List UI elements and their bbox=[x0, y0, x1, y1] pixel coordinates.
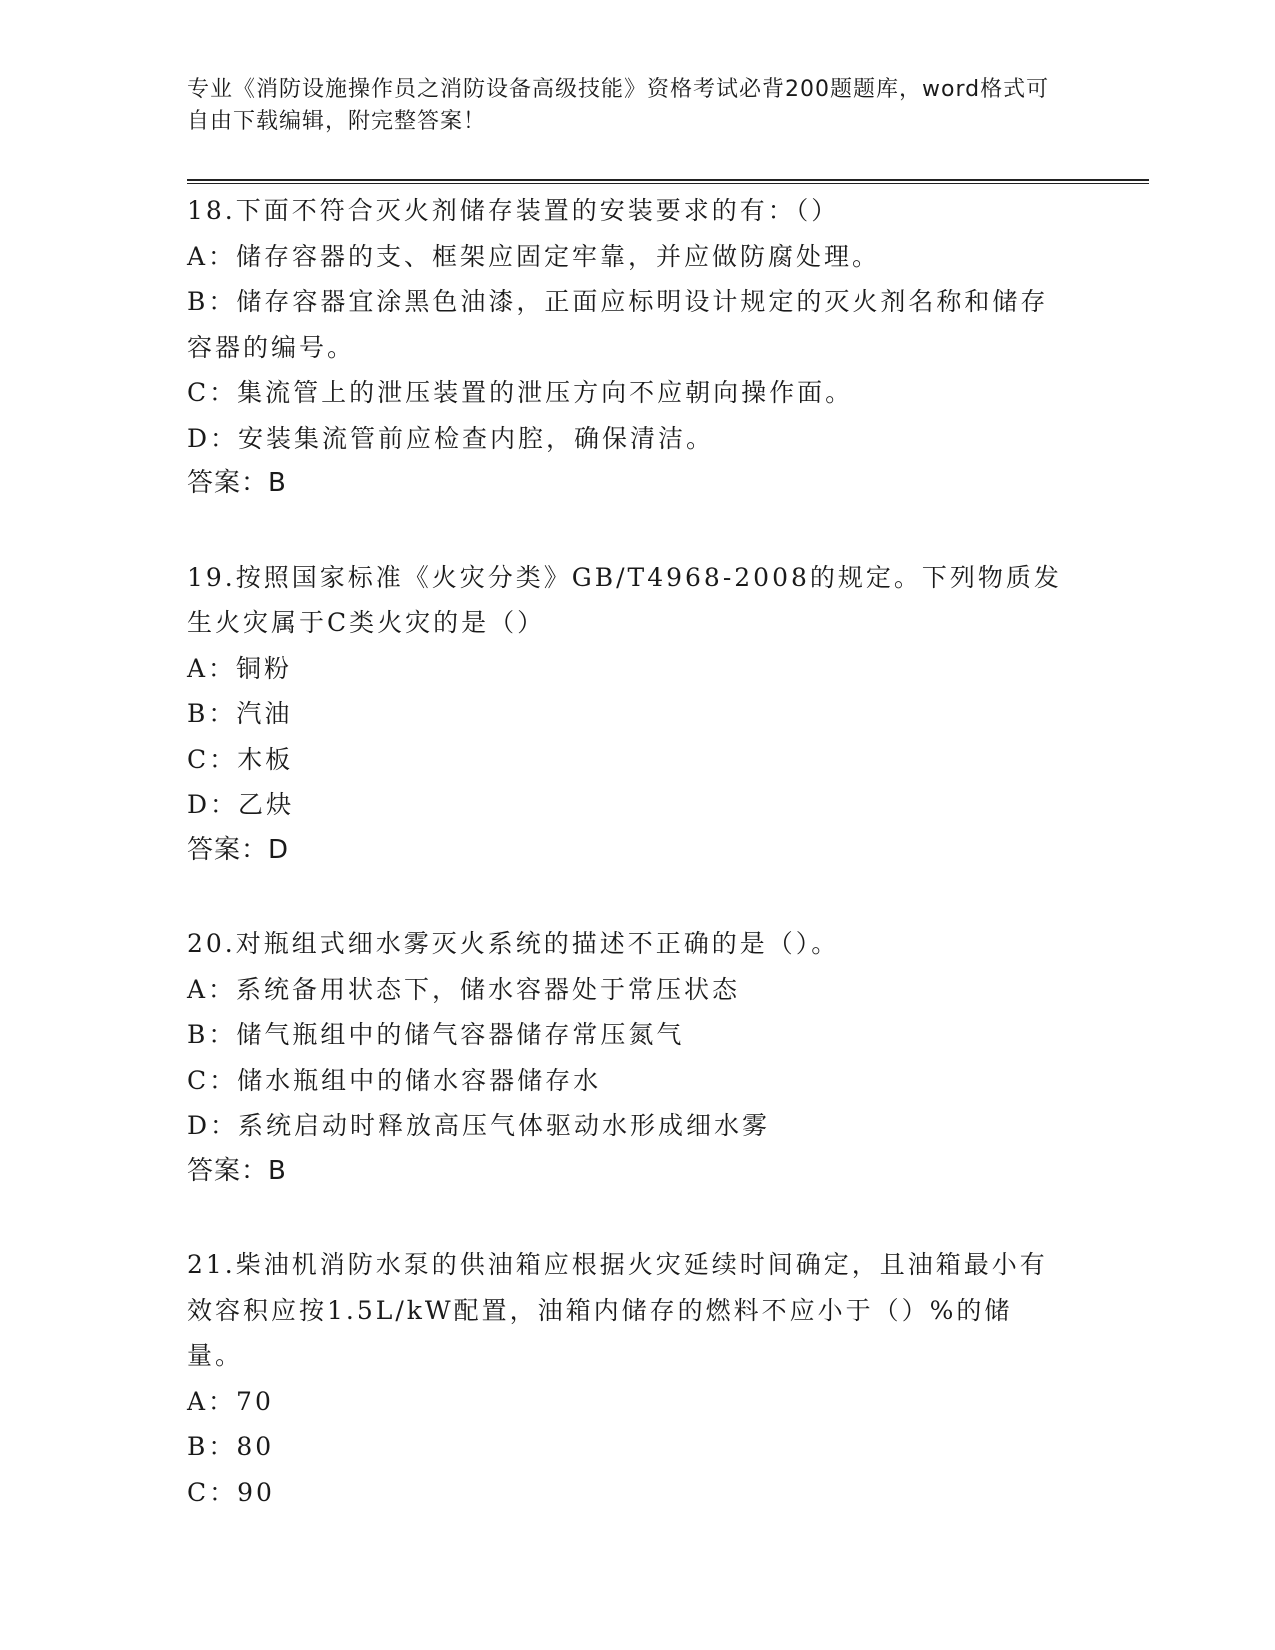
option-c: C：集流管上的泄压装置的泄压方向不应朝向操作面。 bbox=[187, 378, 854, 407]
option-b: B：储气瓶组中的储气容器储存常压氮气 bbox=[187, 1020, 685, 1049]
question-stem: 20.对瓶组式细水雾灭火系统的描述不正确的是（）。 bbox=[187, 929, 840, 958]
document-header: 专业《消防设施操作员之消防设备高级技能》资格考试必背200题题库，word格式可自由下载编辑，附完整答案！ bbox=[187, 77, 1050, 134]
option-a: A：储存容器的支、框架应固定牢靠，并应做防腐处理。 bbox=[187, 241, 881, 271]
question-19 bbox=[187, 555, 1097, 874]
option-c: C：储水瓶组中的储水容器储存水 bbox=[187, 1065, 602, 1095]
option-a: A：系统备用状态下，储水容器处于常压状态 bbox=[187, 974, 741, 1004]
option-b: B：储存容器宜涂黑色油漆，正面应标明设计规定的灭火剂名称和储存容器的编号。 bbox=[187, 287, 1049, 362]
option-b: B：汽油 bbox=[187, 699, 293, 728]
question-18 bbox=[187, 188, 1097, 507]
question-stem: 19.按照国家标准《火灾分类》GB/T4968-2008的规定。下列物质发生火灾属于C类火灾的是（） bbox=[187, 562, 1062, 637]
question-stem: 18.下面不符合灭火剂储存装置的安装要求的有：（） bbox=[187, 196, 840, 225]
question-21 bbox=[187, 1242, 1097, 1515]
answer-line: 答案：D bbox=[187, 834, 290, 865]
option-b: B：80 bbox=[187, 1432, 275, 1461]
option-d: D：系统启动时释放高压气体驱动水形成细水雾 bbox=[187, 1111, 771, 1140]
header-divider bbox=[187, 179, 1149, 184]
question-20 bbox=[187, 921, 1097, 1194]
option-a: A：铜粉 bbox=[187, 653, 293, 683]
option-c: C：木板 bbox=[187, 744, 294, 774]
option-a: A：70 bbox=[187, 1386, 274, 1416]
question-list bbox=[187, 188, 1097, 1563]
question-stem: 21.柴油机消防水泵的供油箱应根据火灾延续时间确定，且油箱最小有效容积应按1.5L/kW配置，油箱内储存的燃料不应小于（）%的储量。 bbox=[187, 1250, 1048, 1370]
option-d: D：安装集流管前应检查内腔，确保清洁。 bbox=[187, 423, 715, 453]
answer-line: 答案：B bbox=[187, 468, 287, 498]
option-c: C：90 bbox=[187, 1477, 275, 1507]
answer-line: 答案：B bbox=[187, 1155, 287, 1186]
option-d: D：乙炔 bbox=[187, 790, 295, 819]
